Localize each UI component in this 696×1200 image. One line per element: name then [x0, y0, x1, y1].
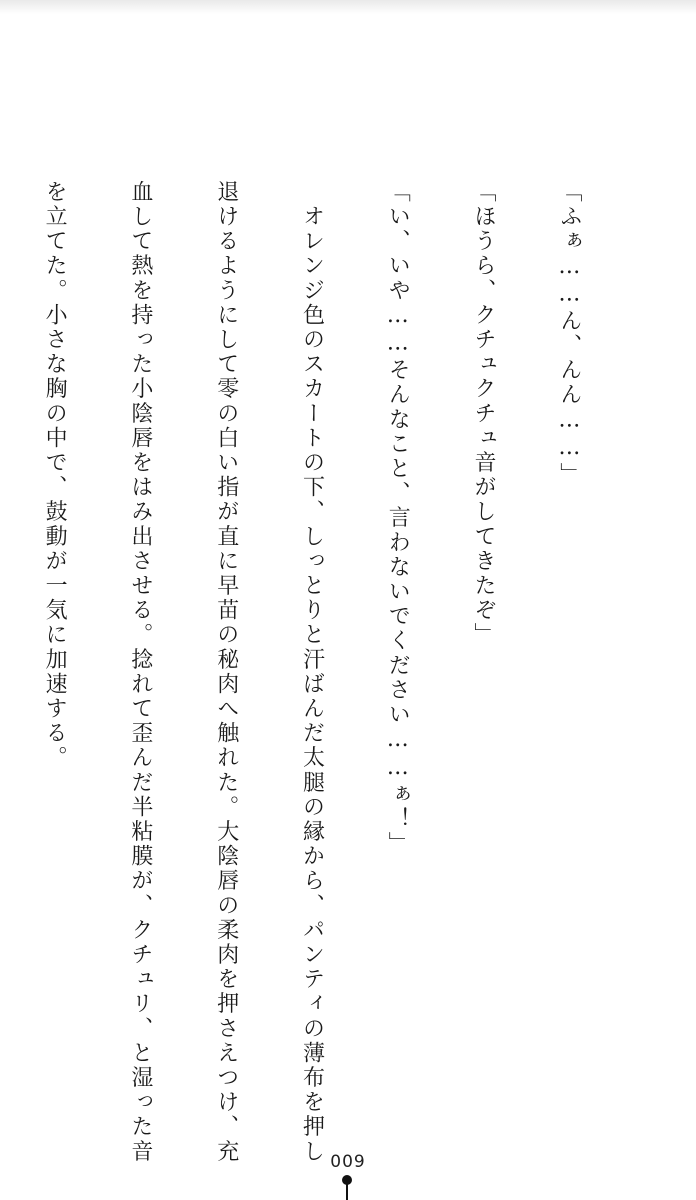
text-line: 「ふぁ……ん、んん……」	[556, 180, 582, 488]
text-line: 退けるようにして零の白い指が直に早苗の秘肉へ触れた。大陰唇の柔肉を押さえつけ、充	[213, 180, 239, 1164]
text-line: オレンジ色のスカートの下、しっとりと汗ばんだ太腿の縁から、パンティの薄布を押し	[299, 180, 325, 1164]
text-line: 血して熱を持った小陰唇をはみ出させる。捻れて歪んだ半粘膜が、クチュリ、と湿った音	[127, 180, 153, 1164]
page-marker-icon	[341, 1174, 353, 1200]
text-line: 「い、いや……そんなこと、言わないでください……ぁ！」	[385, 180, 411, 857]
text-line: 「ほうら、クチュクチュ音がしてきたぞ」	[471, 180, 497, 648]
page-number: 009	[330, 1152, 366, 1172]
marker-stem	[346, 1182, 348, 1200]
scan-edge	[0, 0, 696, 14]
text-line: を立てた。小さな胸の中で、鼓動が一気に加速する。	[42, 180, 68, 771]
